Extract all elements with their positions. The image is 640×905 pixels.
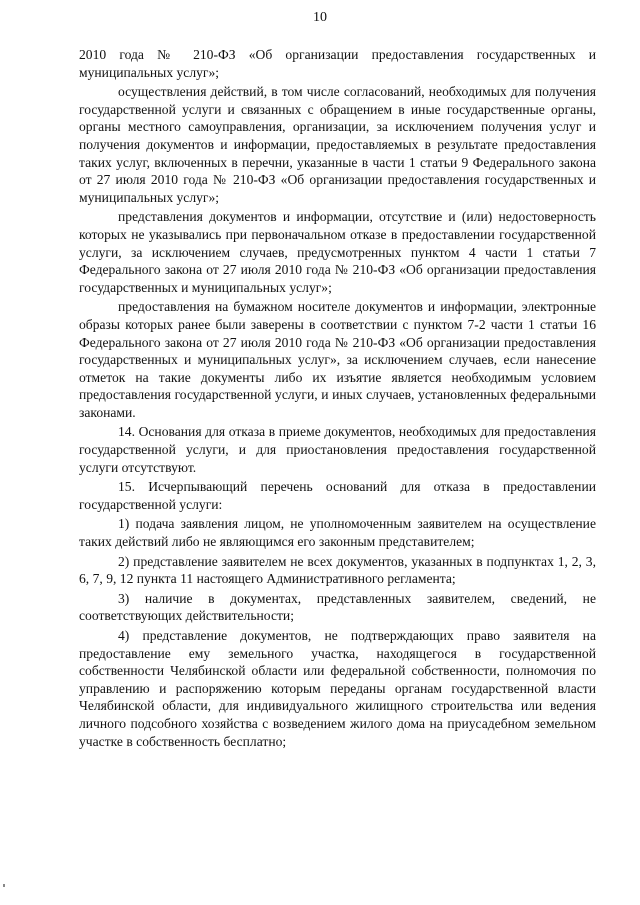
paragraph: 3) наличие в документах, представленных заявителем, сведений, не соответствующих действительности;	[79, 590, 596, 624]
paragraph: осуществления действий, в том числе согласований, необходимых для получения государственной услуги и связанных с обращением в иные государственные органы, органы местного самоуправления, организации, за исключением получения услуг и получения документов и информации, предоставляемых в результате предоставления таких услуг, включенных в перечни, указанные в части 1 статьи 9 Федерального закона от 27 июля 2010 года № 210-ФЗ «Об организации предоставления государственных и муниципальных услуг»;	[79, 84, 596, 205]
paragraph: 1) подача заявления лицом, не уполномоченным заявителем на осуществление таких действий либо не являющимся его законным представителем;	[79, 516, 596, 550]
paragraph: представления документов и информации, отсутствие и (или) недостоверность которых не указывались при первоначальном отказе в предоставлении государственной услуги, за исключением случаев, предусмотренных пунктом 4 части 1 статьи 7 Федерального закона от 27 июля 2010 года № 210-ФЗ «Об организации предоставления государственных и муниципальных услуг»;	[79, 209, 596, 295]
document-body	[79, 46, 596, 752]
paragraph: 2) представление заявителем не всех документов, указанных в подпунктах 1, 2, 3, 6, 7, 9, 12 пункта 11 настоящего Административного регламента;	[79, 553, 596, 587]
paragraph: предоставления на бумажном носителе документов и информации, электронные образы которых ранее были заверены в соответствии с пунктом 7-2 части 1 статьи 16 Федерального закона от 27 июля 2010 года № 210-ФЗ «Об организации предоставления государственных и муниципальных услуг», за исключением случаев, если нанесение отметок на такие документы либо их изъятие является необходимым условием предоставления государственной услуги, и иных случаев, установленных федеральными законами.	[79, 299, 596, 420]
paragraph: 4) представление документов, не подтверждающих право заявителя на предоставление ему земельного участка, находящегося в государственной собственности Челябинской области или федеральной собственности, полномочия по управлению и распоряжению которым переданы органам государственной власти Челябинской области, для индивидуального жилищного строительства или ведения личного подсобного хозяйства с возведением жилого дома на приусадебном земельном участке в собственность бесплатно;	[79, 628, 596, 749]
paragraph: 2010 года № 210-ФЗ «Об организации предоставления государственных и муниципальных услуг»;	[79, 47, 596, 80]
paragraph: 14. Основания для отказа в приеме документов, необходимых для предоставления государственной услуги, и для приостановления предоставления государственной услуги отсутствуют.	[79, 424, 596, 475]
page-number: 10	[313, 10, 327, 25]
paragraph: 15. Исчерпывающий перечень оснований для отказа в предоставлении государственной услуги:	[79, 479, 596, 512]
scan-speck	[3, 884, 5, 887]
